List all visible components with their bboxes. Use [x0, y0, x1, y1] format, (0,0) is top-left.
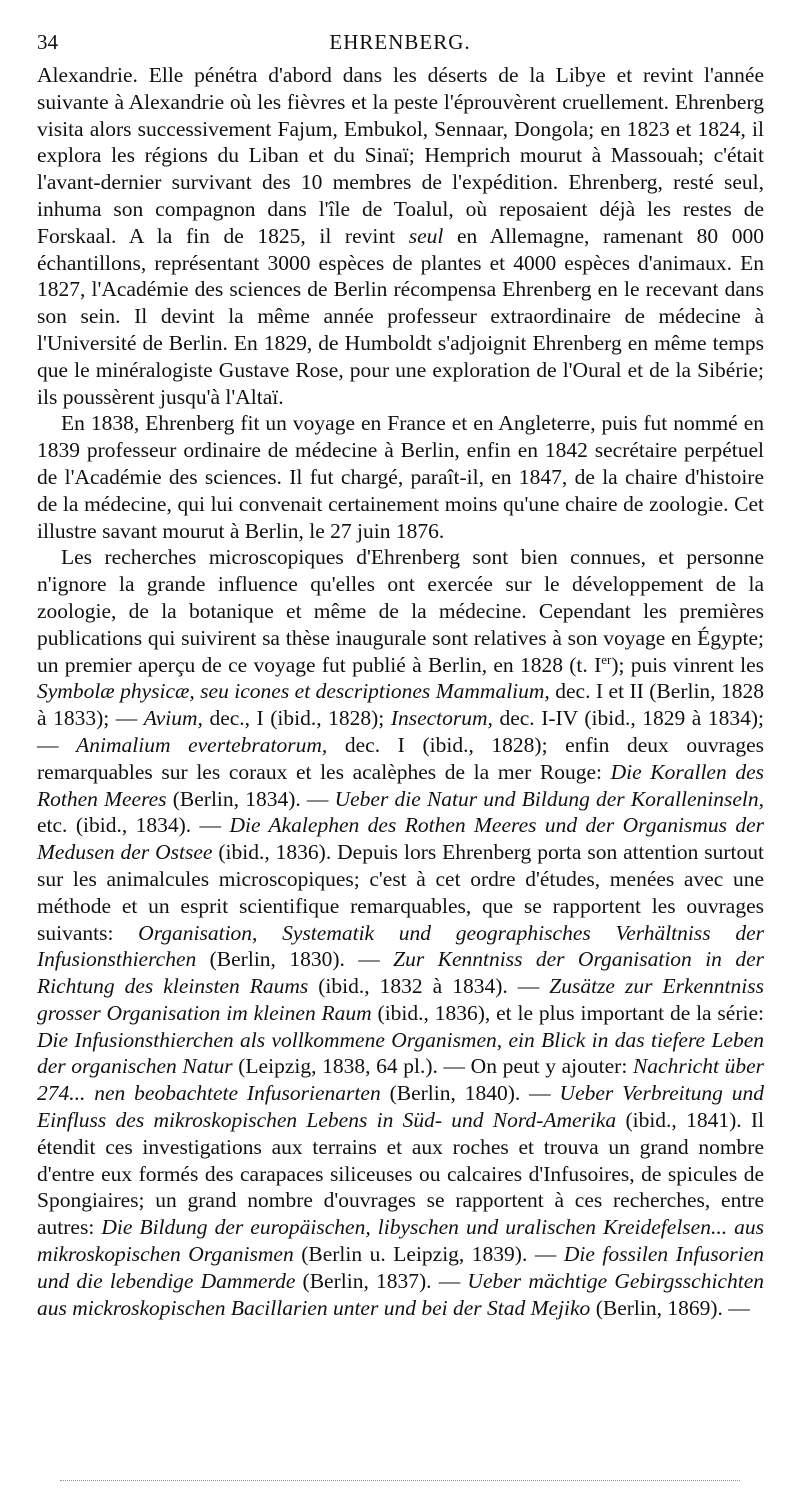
- text-run: (Berlin, 1840). —: [380, 1081, 560, 1106]
- text-run: (Berlin, 1837). —: [295, 1268, 468, 1293]
- italic-title: Ueber Verbreitung und Einfluss des mikroskopischen Lebens in Süd- und Nord-Amerika: [37, 1081, 765, 1133]
- text-run: dec. I-IV (ibid., 1829 à 1834); —: [37, 706, 764, 757]
- text-run: en Allemagne, ramenant 80 000 échantillons, représentant 3000 espèces de plantes et 4000 espèces d'animaux. En 1827, l'Académie des sciences de Berlin récompensa Ehrenberg en le recevant dans son sein. Il devint la même année professeur extraordinaire de médecine à l'Université de Berlin. En 1829, de Humboldt s'adjoignit Ehrenberg en même temps que le minéralogiste Gustave Rose, pour une exploration de l'Oural et de la Sibérie; ils poussèrent jusqu'à l'Altaï.: [37, 223, 764, 409]
- text-run: dec. I (ibid., 1828); enfin deux ouvrages remarquables sur les coraux et les acalèphes de la mer Rouge:: [37, 732, 765, 784]
- italic-title: Ueber mächtige Gebirgsschichten aus mickroskopischen Bacillarien unter und bei der Stad Mejiko: [37, 1268, 764, 1320]
- text-run: (Berlin, 1830). —: [196, 947, 394, 972]
- italic-title: Zusätze zur Erkenntniss grosser Organisation im kleinen Raum: [37, 974, 764, 1025]
- italic-title: Die Korallen des Rothen Meeres: [37, 759, 764, 811]
- superscript: er: [601, 651, 612, 667]
- page-header: [37, 30, 763, 58]
- italic-title: Avium,: [143, 706, 203, 731]
- italic-title: Die Bildung der europäischen, libyschen und uralischen Kreidefelsen... aus mikroskopischen Organismen: [37, 1215, 764, 1267]
- text-run: (ibid., 1836), et le plus important de la série:: [371, 1000, 764, 1025]
- italic-title: Zur Kenntniss der Organisation in der Richtung des kleinsten Raums: [37, 947, 764, 999]
- text-run: Les recherches microscopiques d'Ehrenberg sont bien connues, et personne n'ignore la grande influence qu'elles ont exercée sur le développement de la zoologie, de la botanique et même de la médecine. Cependant les premières publications qui suivirent sa thèse inaugurale sont relatives à son voyage en Égypte; un premier aperçu de ce voyage fut publié à Berlin, en 1828 (t. I: [37, 545, 764, 677]
- italic-title: Ueber die Natur und Bildung der Koralleninseln,: [334, 786, 765, 811]
- text-run: etc. (ibid., 1834). —: [37, 813, 230, 838]
- text-run: Alexandrie. Elle pénétra d'abord dans les déserts de la Libye et revint l'année suivante à Alexandrie où les fièvres et la peste l'éprouvèrent cruellement. Ehrenberg visita alors successivement Fajum, Embukol, Sennaar, Dongola; en 1823 et 1824, il explora les régions du Liban et du Sinaï; Hemprich mourut à Massouah; c'était l'avant-dernier survivant des 10 membres de l'expédition. Ehrenberg, resté seul, inhuma son compagnon dans l'île de Toalul, où reposaient déjà les restes de Forskaal. A la fin de 1825, il revint: [37, 63, 764, 248]
- text-run: (Berlin, 1834). —: [166, 786, 335, 811]
- text-run: (Berlin u. Leipzig, 1839). —: [293, 1242, 564, 1267]
- italic-title: Organisation, Systematik und geographisches Verhältniss der Infusionsthierchen: [37, 920, 764, 972]
- text-run: ); puis vinrent les: [611, 652, 764, 677]
- italic-title: Animalium evertebratorum,: [76, 732, 328, 757]
- italic-title: Die fossilen Infusorien und die lebendige Dammerde: [37, 1242, 765, 1293]
- footer-rule: [60, 1480, 740, 1481]
- italic-title: Die Infusionsthierchen als vollkommene Organismen, ein Blick in das tiefere Leben der organischen Natur: [37, 1027, 764, 1079]
- article-body: [37, 62, 764, 1321]
- text-run: (ibid., 1836). Depuis lors Ehrenberg porta son attention surtout sur les animalcules microscopiques; c'est à cet ordre d'études, menées avec une méthode et un esprit scientifique remarquables, que se rapportent les ouvrages suivants:: [37, 840, 764, 945]
- text-run: dec. I et II (Berlin, 1828 à 1833); —: [37, 679, 765, 731]
- paragraph: [37, 410, 764, 544]
- italic-title: Insectorum,: [390, 706, 493, 731]
- text-run: (Leipzig, 1838, 64 pl.). — On peut y ajouter:: [232, 1054, 633, 1079]
- running-title: EHRENBERG.: [329, 30, 471, 54]
- text-run: (Berlin, 1869). —: [590, 1295, 750, 1320]
- paragraph: [37, 544, 764, 1321]
- italic-title: seul: [408, 223, 444, 248]
- text-run: (ibid., 1832 à 1834). —: [308, 974, 550, 999]
- text-run: En 1838, Ehrenberg fit un voyage en France et en Angleterre, puis fut nommé en 1839 professeur ordinaire de médecine à Berlin, enfin en 1842 secrétaire perpétuel de l'Académie des sciences. Il fut chargé, paraît-il, en 1847, de la chaire d'histoire de la médecine, qui lui convenait certainement moins qu'une chaire de zoologie. Cet illustre savant mourut à Berlin, le 27 juin 1876.: [37, 411, 764, 543]
- paragraph: [37, 62, 764, 410]
- italic-title: Symbolæ physicæ, seu icones et descriptiones Mammalium,: [37, 679, 550, 704]
- page-number: 34: [37, 30, 58, 54]
- text-run: (ibid., 1841). Il étendit ces investigations aux terrains et aux roches et trouva un grand nombre d'entre eux formés des carapaces siliceuses ou calcaires d'Infusoires, de spicules de Spongiaires; un grand nombre d'ouvrages se rapportent à ces recherches, entre autres:: [37, 1108, 764, 1240]
- italic-title: Die Akalephen des Rothen Meeres und der Organismus der Medusen der Ostsee: [37, 813, 765, 865]
- text-run: dec., I (ibid., 1828);: [202, 706, 391, 731]
- italic-title: Nachricht über 274... nen beobachtete Infusorienarten: [37, 1054, 764, 1106]
